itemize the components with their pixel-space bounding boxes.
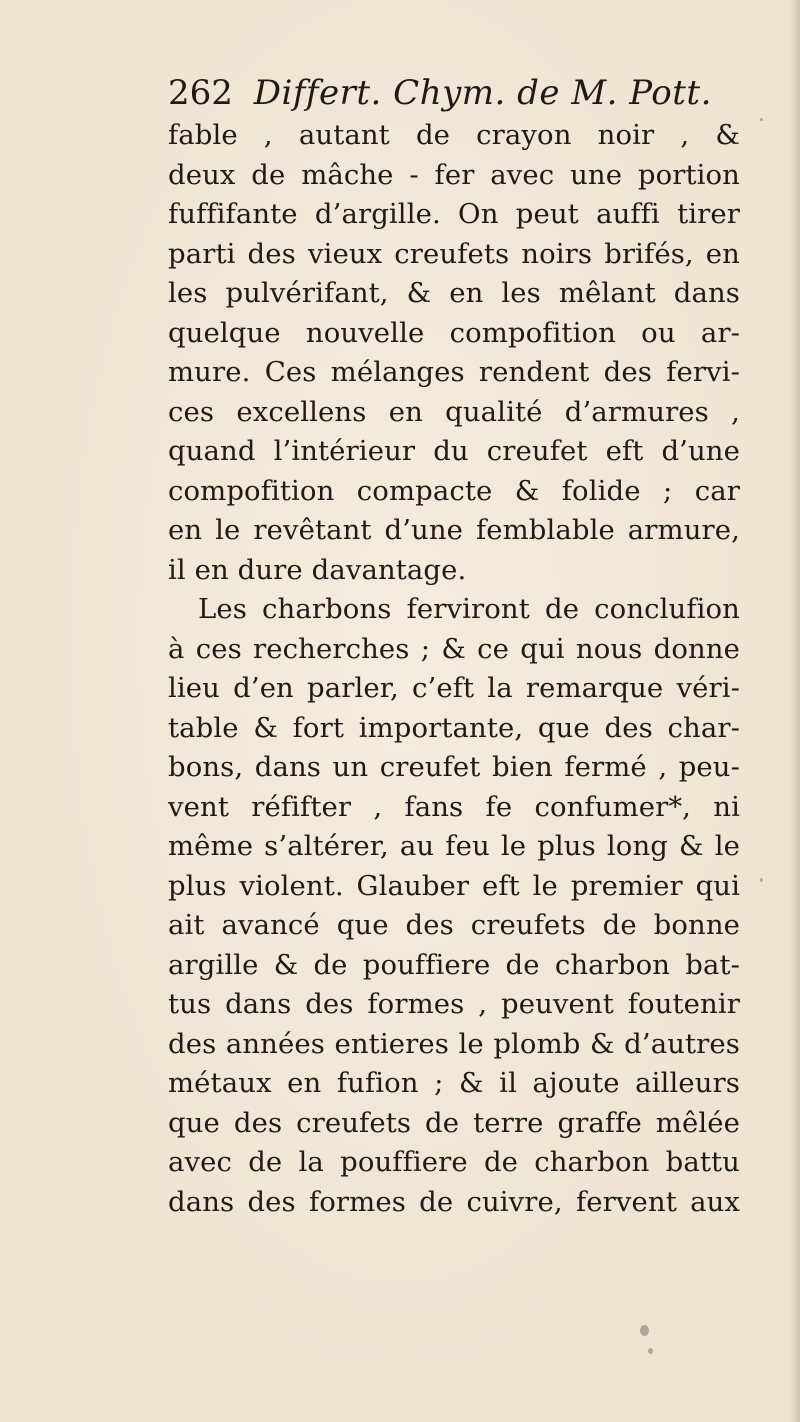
text-line: ces excellens en qualité d’armures ,	[168, 395, 740, 428]
text-line: lieu d’en parler, c’eft la remarque véri-	[168, 672, 740, 704]
text-line: fable , autant de crayon noir , &	[168, 119, 740, 151]
text-line: argille & de pouffiere de charbon bat-	[168, 948, 740, 981]
page-number: 262	[168, 73, 233, 113]
text-line: en le revêtant d’une femblable armure,	[168, 514, 740, 546]
text-line: les pulvérifant, & en les mêlant dans	[168, 277, 740, 309]
text-line: ait avancé que des creufets de bonne	[168, 909, 740, 941]
text-line: quand l’intérieur du creufet eft d’une	[168, 435, 740, 467]
text-line: il en dure davantage.	[168, 553, 467, 586]
paper-speck	[760, 118, 763, 121]
text-line: plus violent. Glauber eft le premier qui	[168, 869, 740, 902]
text-line: fuffifante d’argille. On peut auffi tirer	[168, 198, 740, 230]
page-header	[168, 70, 728, 116]
text-line: que des creufets de terre graffe mêlée	[168, 1106, 740, 1139]
text-line: dans des formes de cuivre, fervent aux	[168, 1185, 740, 1218]
paper-speck	[640, 1325, 649, 1336]
text-line: parti des vieux creufets noirs brifés, en	[168, 237, 740, 270]
text-line: tus dans des formes , peuvent foutenir	[168, 988, 740, 1020]
text-line: deux de mâche - fer avec une portion	[168, 158, 740, 191]
page-edge-shadow	[790, 0, 800, 1422]
text-line: à ces recherches ; & ce qui nous donne	[168, 632, 740, 665]
text-line-paragraph-start: Les charbons ferviront de conclufion	[198, 593, 740, 625]
text-line: vent réfifter , fans fe confumer*, ni	[168, 790, 740, 823]
text-line: des années entieres le plomb & d’autres	[168, 1027, 740, 1060]
text-line: mure. Ces mélanges rendent des fervi-	[168, 356, 740, 388]
text-line: table & fort importante, que des char-	[168, 711, 740, 744]
text-line: avec de la pouffiere de charbon battu	[168, 1146, 740, 1178]
text-line: métaux en fufion ; & il ajoute ailleurs	[168, 1067, 740, 1099]
text-line: bons, dans un creufet bien fermé , peu-	[168, 751, 740, 783]
body-text	[168, 116, 740, 1222]
text-line: quelque nouvelle compofition ou ar-	[168, 316, 740, 349]
text-line: même s’altérer, au feu le plus long & le	[168, 830, 740, 862]
text-line: compofition compacte & folide ; car	[168, 474, 740, 507]
paper-speck	[648, 1348, 653, 1354]
paper-speck	[760, 878, 763, 882]
running-title: Differt. Chym. de M. Pott.	[253, 73, 712, 113]
